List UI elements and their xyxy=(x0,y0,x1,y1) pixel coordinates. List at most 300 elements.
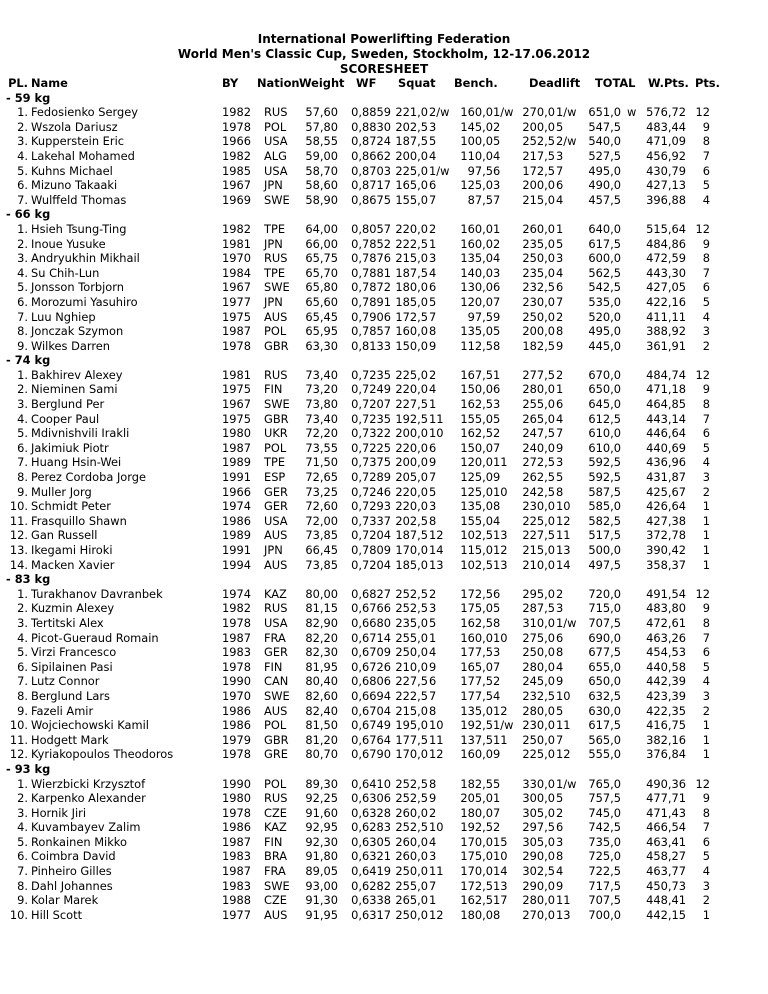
cell-deadlift: 265,0 xyxy=(522,411,555,426)
weight-class-label: - 59 kg xyxy=(6,90,51,105)
cell-bench: 120,0 xyxy=(460,294,493,309)
cell-wilks-factor: 0,6764 xyxy=(351,732,391,747)
cell-place: 8. xyxy=(17,470,28,485)
cell-wilks-points: 477,71 xyxy=(646,791,686,806)
cell-squat: 160,0 xyxy=(395,324,428,339)
cell-wilks-factor: 0,6306 xyxy=(351,791,391,806)
cell-deadlift: 287,5 xyxy=(522,601,555,616)
cell-points: 1 xyxy=(702,557,710,572)
column-header-row xyxy=(0,76,768,91)
cell-bench-place: 1 xyxy=(493,367,501,382)
cell-body-weight: 72,65 xyxy=(305,470,338,485)
cell-points: 5 xyxy=(702,178,710,193)
weight-class-heading xyxy=(0,207,768,222)
cell-birth-year: 1969 xyxy=(222,192,251,207)
cell-wilks-factor: 0,6328 xyxy=(351,805,391,820)
cell-squat: 222,5 xyxy=(395,236,428,251)
cell-athlete-name: Picot-Gueraud Romain xyxy=(31,630,159,645)
cell-place: 4. xyxy=(17,265,28,280)
cell-deadlift-place: 2 xyxy=(556,309,564,324)
cell-nation: AUS xyxy=(264,528,288,543)
cell-bench: 177,5 xyxy=(460,674,493,689)
cell-place: 13. xyxy=(9,543,28,557)
cell-deadlift: 232,5 xyxy=(522,688,555,703)
cell-deadlift-place: 5 xyxy=(556,470,564,485)
cell-body-weight: 72,20 xyxy=(305,426,338,441)
weight-class-label: - 66 kg xyxy=(6,207,51,222)
cell-total: 707,5 xyxy=(588,893,621,908)
cell-squat-place: 1 xyxy=(429,397,437,412)
cell-deadlift-place: 8 xyxy=(556,849,564,864)
cell-squat-place: 2 xyxy=(429,805,437,820)
cell-wilks-points: 443,14 xyxy=(646,411,686,426)
table-row xyxy=(0,266,768,281)
cell-body-weight: 81,95 xyxy=(305,659,338,674)
col-header-nation: Nation xyxy=(257,76,300,90)
cell-deadlift: 250,0 xyxy=(522,732,555,747)
cell-nation: POL xyxy=(264,776,287,791)
cell-squat: 200,0 xyxy=(395,148,428,163)
cell-wilks-factor: 0,6709 xyxy=(351,645,391,660)
cell-nation: GER xyxy=(264,499,288,514)
cell-squat: 192,5 xyxy=(395,411,428,426)
cell-squat: 250,0 xyxy=(395,864,428,879)
cell-squat-place: 11 xyxy=(429,732,444,747)
cell-athlete-name: Ronkainen Mikko xyxy=(31,834,127,849)
cell-place: 3. xyxy=(17,397,28,412)
table-row xyxy=(0,134,768,149)
cell-nation: BRA xyxy=(264,849,288,864)
cell-birth-year: 1967 xyxy=(222,280,251,295)
cell-athlete-name: Ikegami Hiroki xyxy=(31,543,113,557)
table-row xyxy=(0,543,768,558)
cell-deadlift-place: 3 xyxy=(556,148,564,163)
cell-athlete-name: Mizuno Takaaki xyxy=(31,178,118,193)
cell-wilks-points: 466,54 xyxy=(646,820,686,835)
cell-total: 617,5 xyxy=(588,236,621,251)
results-body xyxy=(0,91,768,923)
cell-body-weight: 72,60 xyxy=(305,499,338,514)
cell-wilks-points: 448,41 xyxy=(646,893,686,908)
cell-squat: 185,0 xyxy=(395,294,428,309)
cell-squat-place: 5 xyxy=(429,484,437,499)
cell-total: 670,0 xyxy=(588,367,621,382)
cell-deadlift-place: 10 xyxy=(556,688,571,703)
cell-bench: 97,5 xyxy=(467,309,493,324)
cell-deadlift-place: 6 xyxy=(556,178,564,193)
cell-bench: 102,5 xyxy=(460,528,493,543)
cell-athlete-name: Fazeli Amir xyxy=(31,703,94,718)
table-row xyxy=(0,499,768,514)
cell-nation: TPE xyxy=(264,265,286,280)
cell-squat-place: 6 xyxy=(429,178,437,193)
cell-nation: JPN xyxy=(264,236,283,251)
cell-squat-place: 13 xyxy=(429,557,444,572)
cell-deadlift-place: 12 xyxy=(556,513,571,528)
cell-athlete-name: Jakimiuk Piotr xyxy=(31,440,109,455)
cell-place: 6. xyxy=(17,849,28,864)
cell-points: 3 xyxy=(702,688,710,703)
cell-birth-year: 1982 xyxy=(222,601,251,616)
cell-nation: CAN xyxy=(264,674,289,689)
cell-deadlift-place: 1/w xyxy=(556,615,577,630)
cell-deadlift: 270,0 xyxy=(522,105,555,120)
cell-place: 11. xyxy=(9,732,28,747)
cell-deadlift: 330,0 xyxy=(522,776,555,791)
cell-points: 1 xyxy=(702,747,710,762)
cell-wilks-factor: 0,6680 xyxy=(351,615,391,630)
cell-wilks-points: 576,72 xyxy=(646,105,686,120)
table-row xyxy=(0,733,768,748)
cell-wilks-factor: 0,7207 xyxy=(351,397,391,412)
cell-points: 1 xyxy=(702,907,710,922)
cell-deadlift: 255,0 xyxy=(522,397,555,412)
cell-birth-year: 1966 xyxy=(222,484,251,499)
cell-wilks-points: 436,96 xyxy=(646,455,686,470)
cell-wilks-factor: 0,7375 xyxy=(351,455,391,470)
cell-nation: POL xyxy=(264,718,287,733)
cell-bench: 135,0 xyxy=(460,703,493,718)
cell-athlete-name: Wulffeld Thomas xyxy=(31,192,127,207)
cell-nation: UKR xyxy=(264,426,288,441)
cell-wilks-factor: 0,7881 xyxy=(351,265,391,280)
cell-wilks-factor: 0,8133 xyxy=(351,338,391,353)
cell-wilks-factor: 0,7322 xyxy=(351,426,391,441)
cell-squat: 172,5 xyxy=(395,309,428,324)
cell-points: 1 xyxy=(702,513,710,528)
cell-birth-year: 1979 xyxy=(222,732,251,747)
cell-birth-year: 1978 xyxy=(222,615,251,630)
cell-body-weight: 91,80 xyxy=(305,849,338,864)
cell-total: 677,5 xyxy=(588,645,621,660)
cell-wilks-points: 382,16 xyxy=(646,732,686,747)
cell-bench-place: 9 xyxy=(493,470,501,485)
cell-deadlift-place: 7 xyxy=(556,732,564,747)
cell-squat: 170,0 xyxy=(395,747,428,762)
cell-wilks-points: 471,09 xyxy=(646,134,686,149)
cell-points: 9 xyxy=(702,601,710,616)
cell-birth-year: 1986 xyxy=(222,820,251,835)
cell-bench-place: 3 xyxy=(493,178,501,193)
cell-squat: 210,0 xyxy=(395,659,428,674)
cell-wilks-points: 422,16 xyxy=(646,294,686,309)
cell-place: 10. xyxy=(9,907,28,922)
cell-nation: FIN xyxy=(264,834,283,849)
cell-athlete-name: Berglund Per xyxy=(31,397,105,412)
cell-bench-place: 2 xyxy=(493,119,501,134)
cell-wilks-points: 471,43 xyxy=(646,805,686,820)
cell-wilks-points: 376,84 xyxy=(646,747,686,762)
cell-athlete-name: Inoue Yusuke xyxy=(31,236,106,251)
cell-deadlift: 250,0 xyxy=(522,251,555,266)
cell-wilks-points: 442,39 xyxy=(646,674,686,689)
table-row xyxy=(0,777,768,792)
cell-total: 517,5 xyxy=(588,528,621,543)
cell-body-weight: 72,00 xyxy=(305,513,338,528)
cell-bench: 155,0 xyxy=(460,411,493,426)
col-header-name: Name xyxy=(31,76,68,90)
cell-wilks-points: 396,88 xyxy=(646,192,686,207)
cell-squat-place: 4 xyxy=(429,382,437,397)
cell-body-weight: 73,40 xyxy=(305,367,338,382)
cell-wilks-points: 388,92 xyxy=(646,324,686,339)
cell-body-weight: 58,60 xyxy=(305,178,338,193)
cell-deadlift: 200,0 xyxy=(522,324,555,339)
table-row xyxy=(0,280,768,295)
cell-birth-year: 1970 xyxy=(222,688,251,703)
cell-bench-place: 13 xyxy=(493,557,508,572)
cell-deadlift-place: 11 xyxy=(556,528,571,543)
cell-bench-place: 11 xyxy=(493,732,508,747)
cell-deadlift: 245,0 xyxy=(522,674,555,689)
cell-nation: RUS xyxy=(264,367,288,382)
cell-total: 445,0 xyxy=(588,338,621,353)
table-row xyxy=(0,485,768,500)
cell-wilks-points: 440,58 xyxy=(646,659,686,674)
cell-total: 600,0 xyxy=(588,251,621,266)
cell-bench: 162,5 xyxy=(460,397,493,412)
cell-squat: 165,0 xyxy=(395,178,428,193)
cell-wilks-factor: 0,8675 xyxy=(351,192,391,207)
cell-points: 3 xyxy=(702,470,710,485)
cell-total: 650,0 xyxy=(588,382,621,397)
cell-birth-year: 1987 xyxy=(222,324,251,339)
cell-wilks-factor: 0,6338 xyxy=(351,893,391,908)
cell-birth-year: 1974 xyxy=(222,586,251,601)
cell-deadlift-place: 3 xyxy=(556,834,564,849)
cell-bench-place: 2 xyxy=(493,674,501,689)
cell-nation: ALG xyxy=(264,148,287,163)
cell-deadlift-place: 4 xyxy=(556,659,564,674)
cell-total: 610,0 xyxy=(588,426,621,441)
cell-deadlift-place: 9 xyxy=(556,440,564,455)
cell-wilks-factor: 0,6410 xyxy=(351,776,391,791)
cell-bench-place: 5 xyxy=(493,411,501,426)
cell-bench: 165,0 xyxy=(460,659,493,674)
cell-nation: GBR xyxy=(264,338,289,353)
cell-wilks-factor: 0,7891 xyxy=(351,294,391,309)
cell-bench: 135,0 xyxy=(460,251,493,266)
cell-place: 1. xyxy=(17,221,28,236)
cell-total: 500,0 xyxy=(588,543,621,557)
cell-nation: TPE xyxy=(264,221,286,236)
cell-bench: 110,0 xyxy=(460,148,493,163)
cell-bench: 192,5 xyxy=(460,820,493,835)
cell-wilks-factor: 0,8057 xyxy=(351,221,391,236)
table-row xyxy=(0,470,768,485)
cell-bench-place: 5 xyxy=(493,776,501,791)
cell-place: 14. xyxy=(9,557,28,572)
cell-deadlift: 295,0 xyxy=(522,586,555,601)
cell-place: 3. xyxy=(17,251,28,266)
cell-birth-year: 1977 xyxy=(222,294,251,309)
cell-bench-place: 3 xyxy=(493,265,501,280)
cell-points: 8 xyxy=(702,805,710,820)
cell-bench-place: 11 xyxy=(493,455,508,470)
cell-deadlift-place: 14 xyxy=(556,557,571,572)
cell-place: 10. xyxy=(9,718,28,733)
col-header-place: PL. xyxy=(8,76,28,90)
cell-points: 9 xyxy=(702,119,710,134)
cell-squat-place: 1/w xyxy=(429,163,450,178)
table-row xyxy=(0,382,768,397)
cell-wilks-points: 425,67 xyxy=(646,484,686,499)
cell-place: 3. xyxy=(17,615,28,630)
cell-wilks-points: 463,41 xyxy=(646,834,686,849)
cell-nation: SWE xyxy=(264,688,290,703)
cell-place: 1. xyxy=(17,105,28,120)
cell-athlete-name: Jonczak Szymon xyxy=(31,324,124,339)
cell-squat-place: 12 xyxy=(429,528,444,543)
cell-birth-year: 1980 xyxy=(222,426,251,441)
cell-place: 3. xyxy=(17,805,28,820)
cell-deadlift: 230,0 xyxy=(522,294,555,309)
cell-wilks-factor: 0,6283 xyxy=(351,820,391,835)
cell-total: 582,5 xyxy=(588,513,621,528)
cell-squat-place: 3 xyxy=(429,119,437,134)
cell-deadlift-place: 5 xyxy=(556,791,564,806)
cell-deadlift: 290,0 xyxy=(522,849,555,864)
cell-squat-place: 7 xyxy=(429,688,437,703)
cell-nation: USA xyxy=(264,615,288,630)
cell-total: 555,0 xyxy=(588,747,621,762)
cell-wilks-factor: 0,8717 xyxy=(351,178,391,193)
cell-body-weight: 91,30 xyxy=(305,893,338,908)
cell-squat: 260,0 xyxy=(395,805,428,820)
cell-wilks-points: 471,18 xyxy=(646,382,686,397)
cell-squat-place: 4 xyxy=(429,265,437,280)
cell-body-weight: 71,50 xyxy=(305,455,338,470)
table-row xyxy=(0,704,768,719)
cell-place: 2. xyxy=(17,382,28,397)
cell-squat-place: 9 xyxy=(429,659,437,674)
table-row xyxy=(0,660,768,675)
cell-deadlift: 302,5 xyxy=(522,864,555,879)
cell-points: 9 xyxy=(702,382,710,397)
cell-body-weight: 58,90 xyxy=(305,192,338,207)
cell-bench-place: 6 xyxy=(493,586,501,601)
cell-body-weight: 65,60 xyxy=(305,294,338,309)
cell-points: 3 xyxy=(702,878,710,893)
cell-deadlift-place: 3 xyxy=(556,601,564,616)
cell-squat: 252,5 xyxy=(395,820,428,835)
cell-squat: 185,0 xyxy=(395,557,428,572)
cell-bench: 135,0 xyxy=(460,324,493,339)
cell-nation: KAZ xyxy=(264,586,287,601)
cell-squat: 177,5 xyxy=(395,732,428,747)
federation-title: International Powerlifting Federation xyxy=(257,32,511,46)
cell-athlete-name: Cooper Paul xyxy=(31,411,100,426)
cell-birth-year: 1982 xyxy=(222,148,251,163)
cell-nation: JPN xyxy=(264,543,283,557)
cell-nation: SWE xyxy=(264,192,290,207)
cell-wilks-factor: 0,7293 xyxy=(351,499,391,514)
cell-body-weight: 81,50 xyxy=(305,718,338,733)
cell-squat: 155,0 xyxy=(395,192,428,207)
cell-bench: 160,0 xyxy=(460,105,493,120)
cell-body-weight: 73,85 xyxy=(305,557,338,572)
cell-total: 520,0 xyxy=(588,309,621,324)
cell-squat: 225,0 xyxy=(395,367,428,382)
cell-points: 6 xyxy=(702,645,710,660)
cell-bench-place: 2 xyxy=(493,426,501,441)
cell-deadlift: 280,0 xyxy=(522,893,555,908)
cell-deadlift: 260,0 xyxy=(522,221,555,236)
table-row xyxy=(0,645,768,660)
cell-nation: FRA xyxy=(264,630,286,645)
cell-athlete-name: Dahl Johannes xyxy=(31,878,113,893)
cell-squat: 221,0 xyxy=(395,105,428,120)
cell-squat: 255,0 xyxy=(395,878,428,893)
cell-bench-place: 6 xyxy=(493,163,501,178)
cell-bench: 182,5 xyxy=(460,776,493,791)
table-row xyxy=(0,587,768,602)
cell-body-weight: 82,20 xyxy=(305,630,338,645)
cell-points: 5 xyxy=(702,849,710,864)
cell-bench: 192,5 xyxy=(460,718,493,733)
cell-wilks-points: 454,53 xyxy=(646,645,686,660)
cell-birth-year: 1989 xyxy=(222,455,251,470)
cell-body-weight: 66,00 xyxy=(305,236,338,251)
col-header-total: TOTAL xyxy=(595,76,636,90)
cell-athlete-name: Gan Russell xyxy=(31,528,98,543)
cell-birth-year: 1975 xyxy=(222,309,251,324)
cell-nation: USA xyxy=(264,134,288,149)
cell-bench-place: 9 xyxy=(493,747,501,762)
cell-squat-place: 10 xyxy=(429,426,444,441)
table-row xyxy=(0,310,768,325)
cell-deadlift: 250,0 xyxy=(522,645,555,660)
cell-athlete-name: Pinheiro Gilles xyxy=(31,864,112,879)
cell-deadlift-place: 12 xyxy=(556,747,571,762)
cell-athlete-name: Turakhanov Davranbek xyxy=(31,586,163,601)
cell-nation: SWE xyxy=(264,878,290,893)
cell-bench-place: 9 xyxy=(493,309,501,324)
cell-points: 7 xyxy=(702,630,710,645)
cell-points: 3 xyxy=(702,324,710,339)
cell-wilks-points: 442,15 xyxy=(646,907,686,922)
cell-nation: GRE xyxy=(264,747,288,762)
cell-deadlift: 262,5 xyxy=(522,470,555,485)
cell-total: 495,0 xyxy=(588,163,621,178)
cell-total: 592,5 xyxy=(588,455,621,470)
cell-deadlift-place: 13 xyxy=(556,543,571,557)
cell-body-weight: 65,75 xyxy=(305,251,338,266)
cell-deadlift: 232,5 xyxy=(522,280,555,295)
cell-bench: 160,0 xyxy=(460,221,493,236)
cell-wilks-points: 411,11 xyxy=(646,309,686,324)
cell-athlete-name: Muller Jorg xyxy=(31,484,92,499)
cell-bench-place: 7 xyxy=(493,440,501,455)
cell-squat-place: 6 xyxy=(429,440,437,455)
cell-squat: 200,0 xyxy=(395,426,428,441)
cell-body-weight: 93,00 xyxy=(305,878,338,893)
cell-points: 5 xyxy=(702,659,710,674)
cell-athlete-name: Luu Nghiep xyxy=(31,309,96,324)
cell-wilks-points: 431,87 xyxy=(646,470,686,485)
cell-squat-place: 5 xyxy=(429,615,437,630)
cell-place: 6. xyxy=(17,178,28,193)
cell-deadlift: 270,0 xyxy=(522,907,555,922)
col-header-squat: Squat xyxy=(398,76,436,90)
cell-points: 4 xyxy=(702,309,710,324)
cell-squat: 220,0 xyxy=(395,484,428,499)
cell-nation: AUS xyxy=(264,309,288,324)
cell-body-weight: 57,60 xyxy=(305,105,338,120)
cell-deadlift-place: 9 xyxy=(556,674,564,689)
cell-deadlift-place: 8 xyxy=(556,645,564,660)
cell-athlete-name: Hsieh Tsung-Ting xyxy=(31,221,127,236)
